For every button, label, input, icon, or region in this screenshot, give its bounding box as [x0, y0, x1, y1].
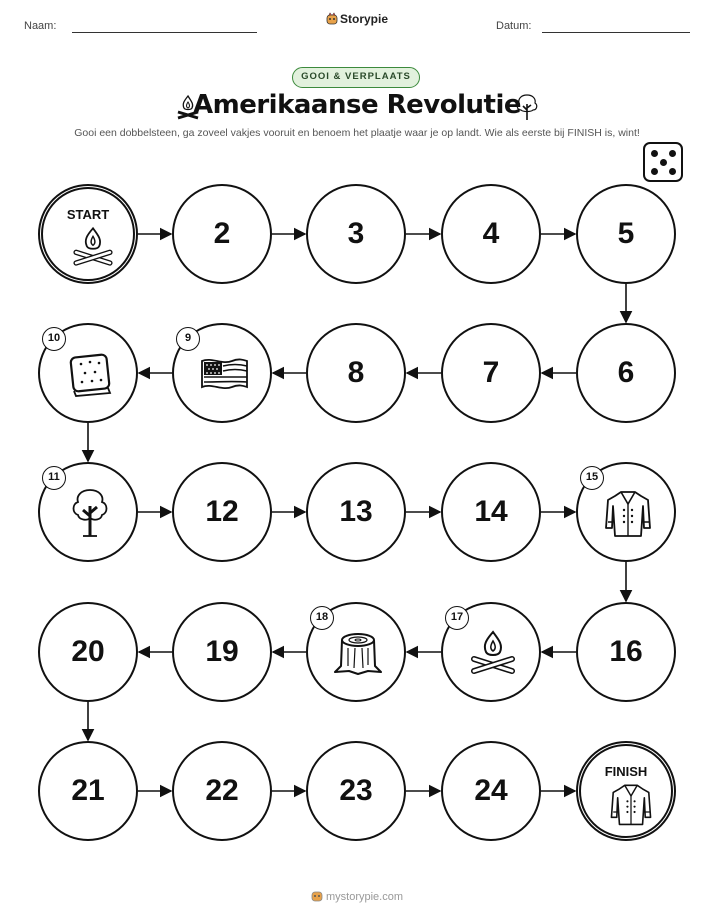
space-number: 13: [339, 495, 373, 528]
space-number: 8: [347, 356, 365, 389]
board-space-21[interactable]: [38, 741, 138, 841]
space-number-badge: 18: [310, 606, 334, 630]
board-space-19[interactable]: [172, 602, 272, 702]
coat-icon: [607, 780, 655, 828]
stump-icon: [331, 626, 385, 680]
name-label: Naam:: [24, 20, 57, 32]
board-space-20[interactable]: [38, 602, 138, 702]
space-number: 2: [213, 217, 231, 250]
campfire-icon: [69, 223, 117, 271]
space-number-badge: 10: [42, 327, 66, 351]
page-title: Amerikaanse Revolutie: [193, 90, 521, 120]
space-number-badge: 17: [445, 606, 469, 630]
space-number: 16: [609, 635, 643, 668]
board-space-14[interactable]: [441, 462, 541, 562]
space-number: 20: [71, 635, 105, 668]
activity-badge: GOOI & VERPLAATS: [292, 67, 420, 88]
board-space-8[interactable]: [306, 323, 406, 423]
instructions: Gooi een dobbelsteen, ga zoveel vakjes vooruit en benoem het plaatje waar je op landt. Wie als eerste bij FINISH is, wint!: [74, 127, 640, 139]
board-space-7[interactable]: [441, 323, 541, 423]
space-number: 6: [617, 356, 635, 389]
board-space-12[interactable]: [172, 462, 272, 562]
space-number-badge: 9: [176, 327, 200, 351]
brand-name: Storypie: [339, 12, 388, 26]
date-label: Datum:: [496, 20, 532, 32]
board-space-2[interactable]: [172, 184, 272, 284]
finish-label: FINISH: [604, 764, 648, 779]
space-number: 24: [474, 774, 508, 807]
space-number: 23: [339, 774, 373, 807]
storypie-logo-icon: [311, 889, 323, 902]
board-space-4[interactable]: [441, 184, 541, 284]
space-number: 3: [347, 217, 365, 250]
space-number: 7: [482, 356, 500, 389]
tree-icon: [63, 486, 117, 540]
board-space-25[interactable]: [576, 741, 676, 841]
board-space-16[interactable]: [576, 602, 676, 702]
board-space-13[interactable]: [306, 462, 406, 562]
board-space-3[interactable]: [306, 184, 406, 284]
board-space-24[interactable]: [441, 741, 541, 841]
board-space-5[interactable]: [576, 184, 676, 284]
start-label: START: [66, 207, 110, 222]
space-number-badge: 11: [42, 466, 66, 490]
board-space-23[interactable]: [306, 741, 406, 841]
space-number: 19: [205, 635, 239, 668]
space-number: 22: [205, 774, 239, 807]
footer-url[interactable]: mystorypie.com: [325, 891, 404, 903]
space-number: 14: [474, 495, 508, 528]
space-number: 5: [617, 217, 635, 250]
campfire-icon: [466, 626, 520, 680]
cracker-icon: [63, 347, 117, 401]
space-number: 4: [482, 217, 500, 250]
coat-icon: [601, 486, 655, 540]
space-number: 21: [71, 774, 105, 807]
footer: [0, 889, 714, 903]
board-space-22[interactable]: [172, 741, 272, 841]
board-space-6[interactable]: [576, 323, 676, 423]
flag-icon: [197, 347, 251, 401]
space-number: 12: [205, 495, 239, 528]
space-number-badge: 15: [580, 466, 604, 490]
board-space-1[interactable]: [38, 184, 138, 284]
